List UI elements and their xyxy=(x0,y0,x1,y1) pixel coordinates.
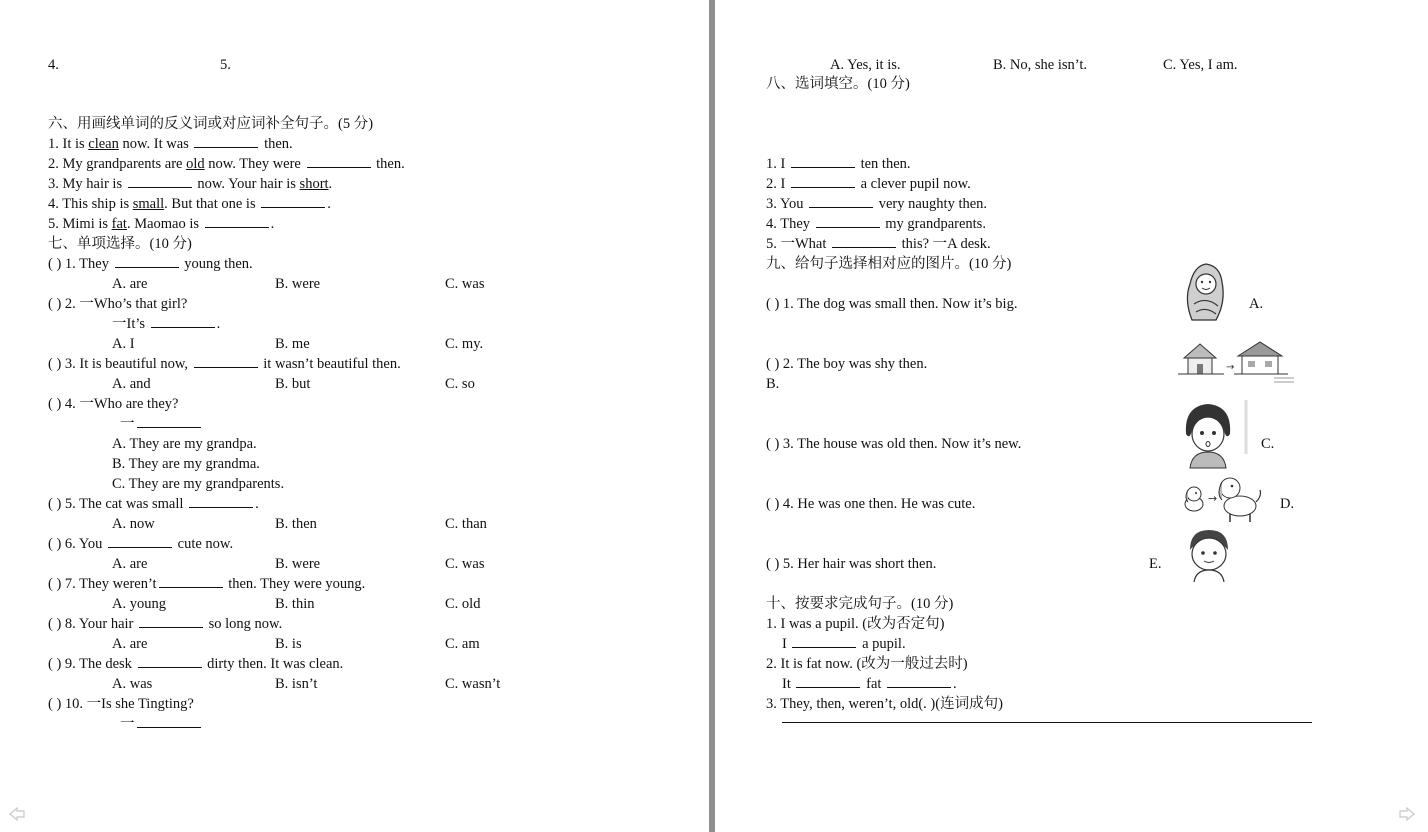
section-10-title: 十、按要求完成句子。(10 分) xyxy=(766,596,954,612)
s7-q1-stem: ( ) 1. They young then. xyxy=(48,256,253,272)
svg-text:→: → xyxy=(1226,362,1235,373)
s9-q1: ( ) 1. The dog was small then. Now it’s big. xyxy=(766,296,1018,312)
s7-q10-stem: ( ) 10. 一Is she Tingting? xyxy=(48,696,194,712)
answer-blank[interactable] xyxy=(809,195,873,208)
s8-q5: 5. 一What this? 一A desk. xyxy=(766,236,991,252)
answer-blank[interactable] xyxy=(108,535,172,548)
section-6-title: 六、用画线单词的反义词或对应词补全句子。(5 分) xyxy=(48,116,374,132)
s10-q3: 3. They, then, weren’t, old(. )(连词成句) xyxy=(766,696,1003,712)
s7-q5-option-a[interactable]: A. now xyxy=(112,516,155,532)
s9-q4: ( ) 4. He was one then. He was cute. xyxy=(766,496,976,512)
s7-q3-option-b[interactable]: B. but xyxy=(275,376,311,392)
section-7-title: 七、单项选择。(10 分) xyxy=(48,236,192,252)
answer-blank[interactable] xyxy=(194,135,258,148)
s7-q9-option-c[interactable]: C. wasn’t xyxy=(445,676,501,692)
dog-picture xyxy=(1180,472,1262,524)
s7-q4-option-b[interactable]: B. They are my grandma. xyxy=(112,456,260,472)
s10-q2-answer: It fat . xyxy=(782,676,957,692)
top-number-4: 4. xyxy=(48,57,59,73)
s7-q8-option-b[interactable]: B. is xyxy=(275,636,302,652)
s7-q5-option-b[interactable]: B. then xyxy=(275,516,317,532)
houses-picture xyxy=(1178,338,1296,386)
s7-q5-stem: ( ) 5. The cat was small . xyxy=(48,496,259,512)
answer-blank[interactable] xyxy=(151,315,215,328)
next-page-icon[interactable] xyxy=(1398,806,1416,822)
s10-q3-answer-line[interactable] xyxy=(782,722,1312,723)
s7-q1-option-b[interactable]: B. were xyxy=(275,276,321,292)
answer-blank[interactable] xyxy=(189,495,253,508)
s9-label-d: D. xyxy=(1280,496,1295,512)
s6-q2: 2. My grandparents are old now. They were then. xyxy=(48,156,405,172)
s7-q9-option-b[interactable]: B. isn’t xyxy=(275,676,318,692)
s9-label-c: C. xyxy=(1261,436,1275,452)
answer-blank[interactable] xyxy=(792,635,856,648)
s8-q3: 3. You very naughty then. xyxy=(766,196,988,212)
s9-q5: ( ) 5. Her hair was short then. xyxy=(766,556,937,572)
s9-q2: ( ) 2. The boy was shy then. xyxy=(766,356,928,372)
answer-blank[interactable] xyxy=(115,255,179,268)
s10-q2: 2. It is fat now. (改为一般过去时) xyxy=(766,656,968,672)
answer-blank[interactable] xyxy=(791,175,855,188)
s7-q4-stem: ( ) 4. 一Who are they? xyxy=(48,396,179,412)
answer-blank[interactable] xyxy=(138,655,202,668)
s7-q1-option-a[interactable]: A. are xyxy=(112,276,148,292)
s7-q4-option-c[interactable]: C. They are my grandparents. xyxy=(112,476,285,492)
s7-q7-option-c[interactable]: C. old xyxy=(445,596,481,612)
answer-blank[interactable] xyxy=(261,195,325,208)
s7-q2-sub: 一It’s . xyxy=(112,316,221,332)
s7-q8-option-a[interactable]: A. are xyxy=(112,636,148,652)
s7-q6-option-c[interactable]: C. was xyxy=(445,556,485,572)
answer-blank[interactable] xyxy=(887,675,951,688)
page-divider xyxy=(709,0,715,832)
q10-option-c[interactable]: C. Yes, I am. xyxy=(1163,57,1238,73)
answer-blank[interactable] xyxy=(832,235,896,248)
s7-q1-option-c[interactable]: C. was xyxy=(445,276,485,292)
q10-option-a[interactable]: A. Yes, it is. xyxy=(830,57,901,73)
top-number-5: 5. xyxy=(220,57,231,73)
s8-q2: 2. I a clever pupil now. xyxy=(766,176,971,192)
section-9-title: 九、给句子选择相对应的图片。(10 分) xyxy=(766,256,1012,272)
s7-q7-stem: ( ) 7. They weren’t then. They were young. xyxy=(48,576,366,592)
s7-q2-option-a[interactable]: A. I xyxy=(112,336,135,352)
s7-q2-option-b[interactable]: B. me xyxy=(275,336,310,352)
s7-q7-option-a[interactable]: A. young xyxy=(112,596,166,612)
girl-short-hair-picture xyxy=(1182,400,1252,470)
s8-q4: 4. They my grandparents. xyxy=(766,216,986,232)
s7-q4-option-a[interactable]: A. They are my grandpa. xyxy=(112,436,257,452)
s6-q1: 1. It is clean now. It was then. xyxy=(48,136,293,152)
s7-q3-stem: ( ) 3. It is beautiful now, it wasn’t beautiful then. xyxy=(48,356,401,372)
s7-q10-sub: 一 xyxy=(120,715,203,733)
section-8-title: 八、选词填空。(10 分) xyxy=(766,76,910,92)
q10-option-b[interactable]: B. No, she isn’t. xyxy=(993,57,1087,73)
s7-q9-stem: ( ) 9. The desk dirty then. It was clean. xyxy=(48,656,344,672)
answer-blank[interactable] xyxy=(159,575,223,588)
boy-picture xyxy=(1184,528,1234,584)
answer-blank[interactable] xyxy=(796,675,860,688)
prev-page-icon[interactable] xyxy=(8,806,26,822)
baby-picture xyxy=(1182,260,1228,322)
s7-q2-option-c[interactable]: C. my. xyxy=(445,336,484,352)
s7-q8-option-c[interactable]: C. am xyxy=(445,636,480,652)
s6-q4: 4. This ship is small. But that one is . xyxy=(48,196,331,212)
s7-q5-option-c[interactable]: C. than xyxy=(445,516,487,532)
answer-blank[interactable] xyxy=(139,615,203,628)
answer-blank[interactable] xyxy=(137,715,201,728)
answer-blank[interactable] xyxy=(816,215,880,228)
s7-q8-stem: ( ) 8. Your hair so long now. xyxy=(48,616,283,632)
s7-q9-option-a[interactable]: A. was xyxy=(112,676,153,692)
s9-label-e: E. xyxy=(1149,556,1162,572)
s6-q3: 3. My hair is now. Your hair is short. xyxy=(48,176,333,192)
s9-label-a: A. xyxy=(1249,296,1264,312)
answer-blank[interactable] xyxy=(307,155,371,168)
s10-q1: 1. I was a pupil. (改为否定句) xyxy=(766,616,945,632)
s8-q1: 1. I ten then. xyxy=(766,156,911,172)
answer-blank[interactable] xyxy=(137,415,201,428)
s10-q1-answer: I a pupil. xyxy=(782,636,906,652)
s7-q2-stem: ( ) 2. 一Who’s that girl? xyxy=(48,296,188,312)
s9-q3: ( ) 3. The house was old then. Now it’s new. xyxy=(766,436,1022,452)
s6-q5: 5. Mimi is fat. Maomao is . xyxy=(48,216,275,232)
s9-label-b: B. xyxy=(766,376,780,392)
s7-q3-option-c[interactable]: C. so xyxy=(445,376,475,392)
svg-text:→: → xyxy=(1208,492,1218,505)
s7-q4-sub: 一 xyxy=(120,415,203,433)
s7-q6-option-a[interactable]: A. are xyxy=(112,556,148,572)
s7-q3-option-a[interactable]: A. and xyxy=(112,376,151,392)
answer-blank[interactable] xyxy=(194,355,258,368)
s7-q7-option-b[interactable]: B. thin xyxy=(275,596,315,612)
answer-blank[interactable] xyxy=(205,215,269,228)
answer-blank[interactable] xyxy=(128,175,192,188)
answer-blank[interactable] xyxy=(791,155,855,168)
s7-q6-option-b[interactable]: B. were xyxy=(275,556,321,572)
s7-q6-stem: ( ) 6. You cute now. xyxy=(48,536,234,552)
